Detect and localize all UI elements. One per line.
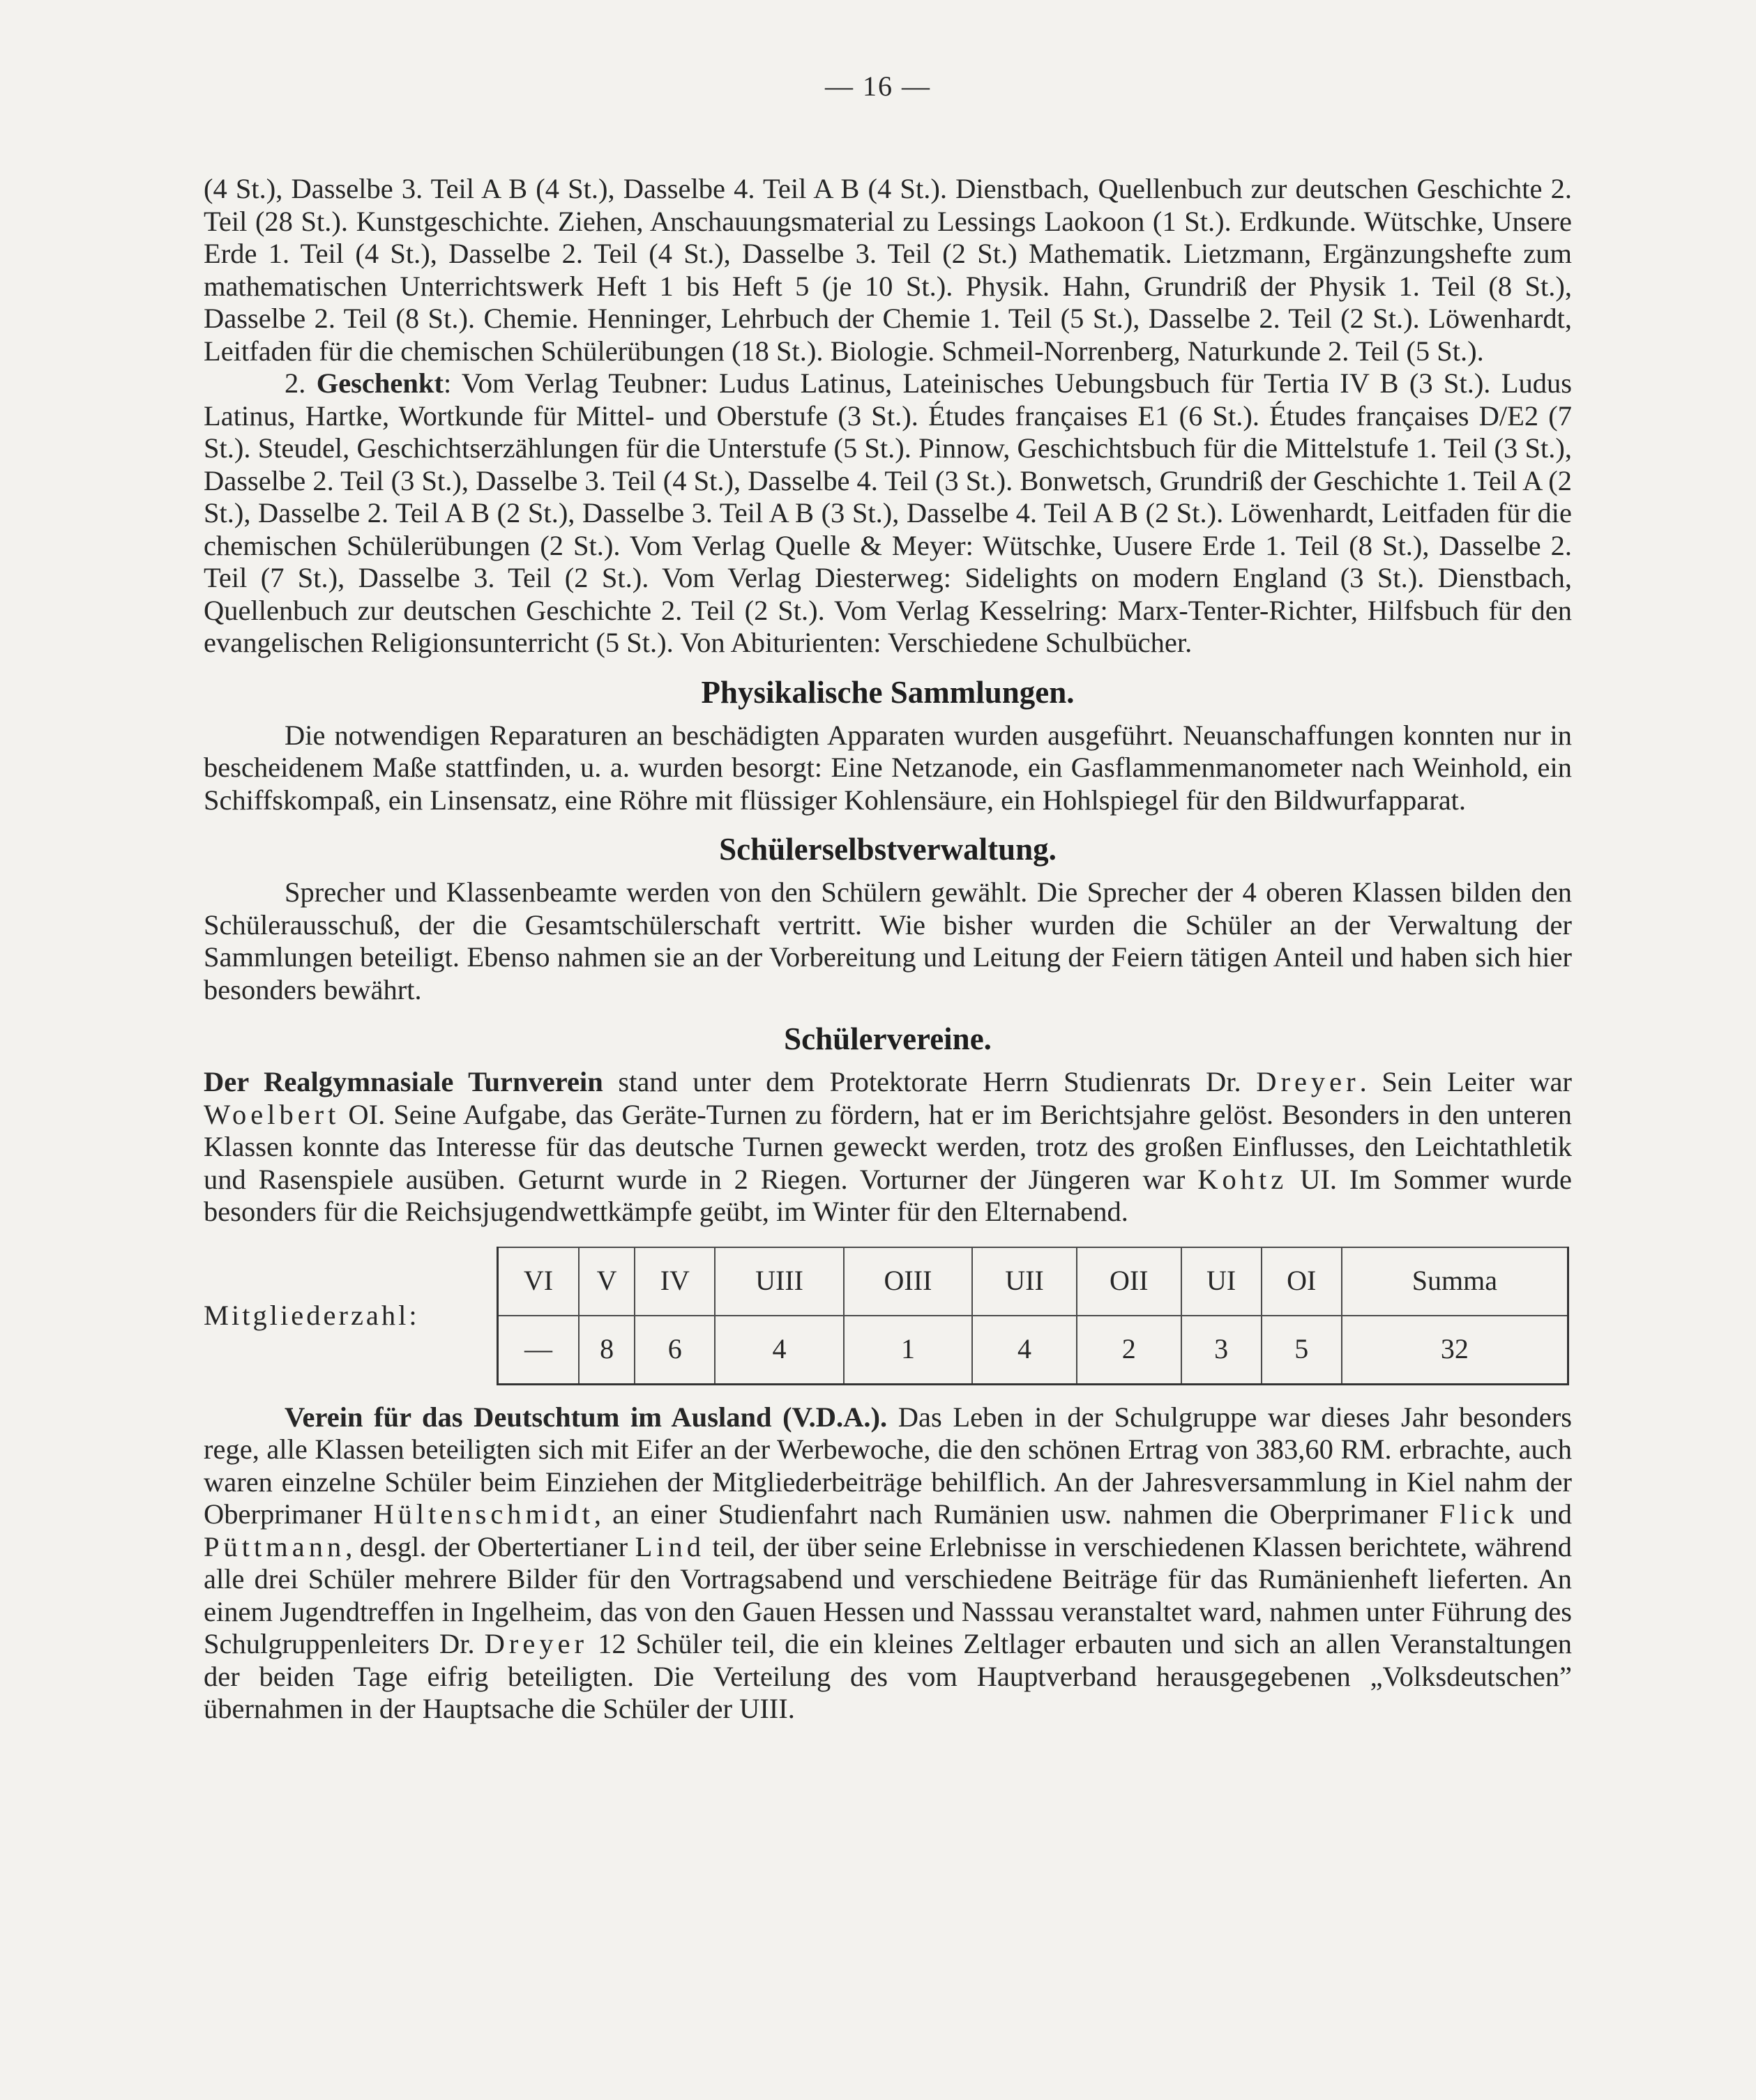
table-row	[498, 1316, 1568, 1385]
vda-text-4: , desgl. der Obertertianer	[345, 1530, 635, 1562]
section-title-physics: Physikalische Sammlungen.	[701, 674, 1075, 710]
section-title-clubs: Schülervereine.	[784, 1021, 992, 1056]
page-number: — 16 —	[825, 70, 931, 102]
person-name: Hültenschmidt	[373, 1498, 594, 1530]
table-header-cell: OIII	[844, 1247, 972, 1316]
person-name: Dreyer	[1256, 1066, 1360, 1097]
person-name: Flick	[1439, 1498, 1519, 1530]
vda-text-3: und	[1518, 1498, 1573, 1530]
table-cell: 2	[1077, 1316, 1181, 1385]
table-header-cell: IV	[635, 1247, 715, 1316]
paragraph-donations	[204, 367, 1572, 660]
paragraph-gymnastics-club	[204, 1066, 1572, 1228]
table-header-cell: VI	[498, 1247, 579, 1316]
table-cell: 3	[1181, 1316, 1262, 1385]
table-header-cell: UII	[972, 1247, 1077, 1316]
person-name: Lind	[635, 1530, 706, 1562]
donations-text: : Vom Verlag Teubner: Ludus Latinus, Lateinisches Uebungsbuch für Tertia IV B (3 St.). Ludus Latinus, Hartke, Wortkunde für Mittel- und Oberstufe (3 St.). Études françaises E1 (6 St.). Études françaises D/E2 (7 St.). Steudel, Geschichtserzählungen für die Unterstufe (5 St.). Pinnow, Geschichtsbuch für die Mittelstufe 1. Teil (3 St.), Dasselbe 2. Teil (3 St.), Dasselbe 3. Teil (4 St.), Dasselbe 4. Teil (3 St.). Bonwetsch, Grundriß der Geschichte 1. Teil A (2 St.), Dasselbe 2. Teil A B (2 St.), Dasselbe 3. Teil A B (3 St.), Dasselbe 4. Teil A B (2 St.). Löwenhardt, Leitfaden für die chemischen Schülerübungen (2 St.). Vom Verlag Quelle & Meyer: Wütschke, Uusere Erde 1. Teil (8 St.), Dasselbe 2. Teil (7 St.), Dasselbe 3. Teil (2 St.). Vom Verlag Diesterweg: Sidelights on modern England (3 St.). Dienstbach, Quellenbuch zur deutschen Geschichte 2. Teil (2 St.). Vom Verlag Kesselring: Marx-Tenter-Richter, Hilfsbuch für den evangelischen Religionsunterricht (5 St.). Von Abiturienten: Verschiedene Schulbücher.	[204, 367, 1572, 658]
gymnastics-text-1: stand unter dem Protektorate Herrn Studienrats Dr.	[603, 1066, 1257, 1097]
person-name: Püttmann	[204, 1530, 346, 1562]
gymnastics-club-name: Der Realgymnasiale Turnverein	[204, 1066, 603, 1097]
table-cell: 8	[579, 1316, 635, 1385]
paragraph-vda	[204, 1401, 1572, 1726]
table-header-cell: OII	[1077, 1247, 1181, 1316]
table-cell: 5	[1262, 1316, 1342, 1385]
donations-number: 2.	[285, 367, 317, 399]
vda-text-6: 12 Schüler teil, die ein kleines Zeltlager erbauten und sich an allen Veranstaltungen der beiden Tage eifrig beteiligten. Die Verteilung des vom Hauptverband herausgegebenen „Volksdeutschen” übernahmen in der Hauptsache die Schüler der UIII.	[204, 1628, 1572, 1724]
paragraph-self-administration: Sprecher und Klassenbeamte werden von den Schülern gewählt. Die Sprecher der 4 oberen Klassen bilden den Schülerausschuß, der die Gesamtschülerschaft vertritt. Wie bisher wurden die Schüler an der Verwaltung der Sammlungen beteiligt. Ebenso nahmen sie an der Vorbereitung und Leitung der Feiern tätigen Anteil und haben sich hier besonders bewährt.	[204, 876, 1572, 1005]
table-header-cell: UI	[1181, 1247, 1262, 1316]
member-count-block	[204, 1247, 1572, 1386]
donations-heading: Geschenkt	[316, 367, 444, 399]
vda-text-5: teil, der über seine Erlebnisse in verschiedenen Klassen berichtete, während alle drei Schüler mehrere Bilder für den Vortragsabend und verschiedene Beiträge für das Rumänienheft lieferten. An einem Jugendtreffen in Ingelheim, das von den Gauen Hessen und Nasssau veranstaltet ward, nahmen unter Führung des Schulgruppenleiters Dr.	[204, 1530, 1572, 1659]
vda-text-2: , an einer Studienfahrt nach Rumänien usw. nahmen die Oberprimaner	[593, 1498, 1439, 1530]
table-header-cell: V	[579, 1247, 635, 1316]
person-name: Dreyer	[484, 1628, 589, 1659]
vda-text-1: Das Leben in der Schulgruppe war dieses Jahr besonders rege, alle Klassen beteiligten sich mit Eifer an der Werbewoche, die den schönen Ertrag von 383,60 RM. erbrachte, auch waren einzelne Schüler beim Einziehen der Mitgliederbeiträge behilflich. An der Jahresversammlung in Kiel nahm der Oberprimaner	[204, 1401, 1573, 1530]
member-count-label: Mitgliederzahl:	[204, 1299, 420, 1331]
table-header-row	[498, 1247, 1568, 1316]
paragraph-physics: Die notwendigen Reparaturen an beschädigten Apparaten wurden ausgeführt. Neuanschaffungen konnten nur in bescheidenem Maße stattfinden, u. a. wurden besorgt: Eine Netzanode, ein Gasflammenmanometer nach Weinhold, ein Schiffskompaß, ein Linsensatz, eine Röhre mit flüssiger Kohlensäure, ein Hohlspiegel für den Bildwurfapparat.	[204, 719, 1572, 816]
page-body	[204, 173, 1572, 1726]
member-count-table	[497, 1247, 1569, 1385]
table-cell: 32	[1342, 1316, 1568, 1385]
paragraph-library-list: (4 St.), Dasselbe 3. Teil A B (4 St.), Dasselbe 4. Teil A B (4 St.). Dienstbach, Quellenbuch zur deutschen Geschichte 2. Teil (28 St.). Kunstgeschichte. Ziehen, Anschauungsmaterial zu Lessings Laokoon (1 St.). Erdkunde. Wütschke, Unsere Erde 1. Teil (4 St.), Dasselbe 2. Teil (4 St.), Dasselbe 3. Teil (2 St.) Mathematik. Lietzmann, Ergänzungshefte zum mathematischen Unterrichtswerk Heft 1 bis Heft 5 (je 10 St.). Physik. Hahn, Grundriß der Physik 1. Teil (8 St.), Dasselbe 2. Teil (8 St.). Chemie. Henninger, Lehrbuch der Chemie 1. Teil (5 St.), Dasselbe 2. Teil (2 St.). Löwenhardt, Leitfaden für die chemischen Schülerübungen (18 St.). Biologie. Schmeil-Norrenberg, Naturkunde 2. Teil (5 St.).	[204, 173, 1572, 367]
table-header-cell: OI	[1262, 1247, 1342, 1316]
table-cell: 4	[715, 1316, 843, 1385]
section-title-self-administration: Schülerselbstverwaltung.	[719, 832, 1057, 867]
gymnastics-text-2: . Sein Leiter war	[1359, 1066, 1572, 1097]
person-name: Kohtz	[1197, 1163, 1288, 1195]
table-cell: 4	[972, 1316, 1077, 1385]
gymnastics-text-3: OI. Seine Aufgabe, das Geräte-Turnen zu fördern, hat er im Berichtsjahre gelöst. Besonders in den unteren Klassen konnte das Interesse für das deutsche Turnen geweckt werden, trotz des großen Einflusses, den Leichtathletik und Rasenspiele ausüben. Geturnt wurde in 2 Riegen. Vorturner der Jüngeren war	[204, 1098, 1572, 1195]
table-cell: —	[498, 1316, 579, 1385]
table-header-cell: UIII	[715, 1247, 843, 1316]
person-name: Woelbert	[204, 1098, 340, 1130]
table-cell: 1	[844, 1316, 972, 1385]
gymnastics-text-4: UI. Im Sommer wurde besonders für die Reichsjugendwettkämpfe geübt, im Winter für den Elternabend.	[204, 1163, 1572, 1227]
table-cell: 6	[635, 1316, 715, 1385]
table-header-cell: Summa	[1342, 1247, 1568, 1316]
vda-heading: Verein für das Deutschtum im Ausland (V.D.A.).	[285, 1401, 888, 1433]
